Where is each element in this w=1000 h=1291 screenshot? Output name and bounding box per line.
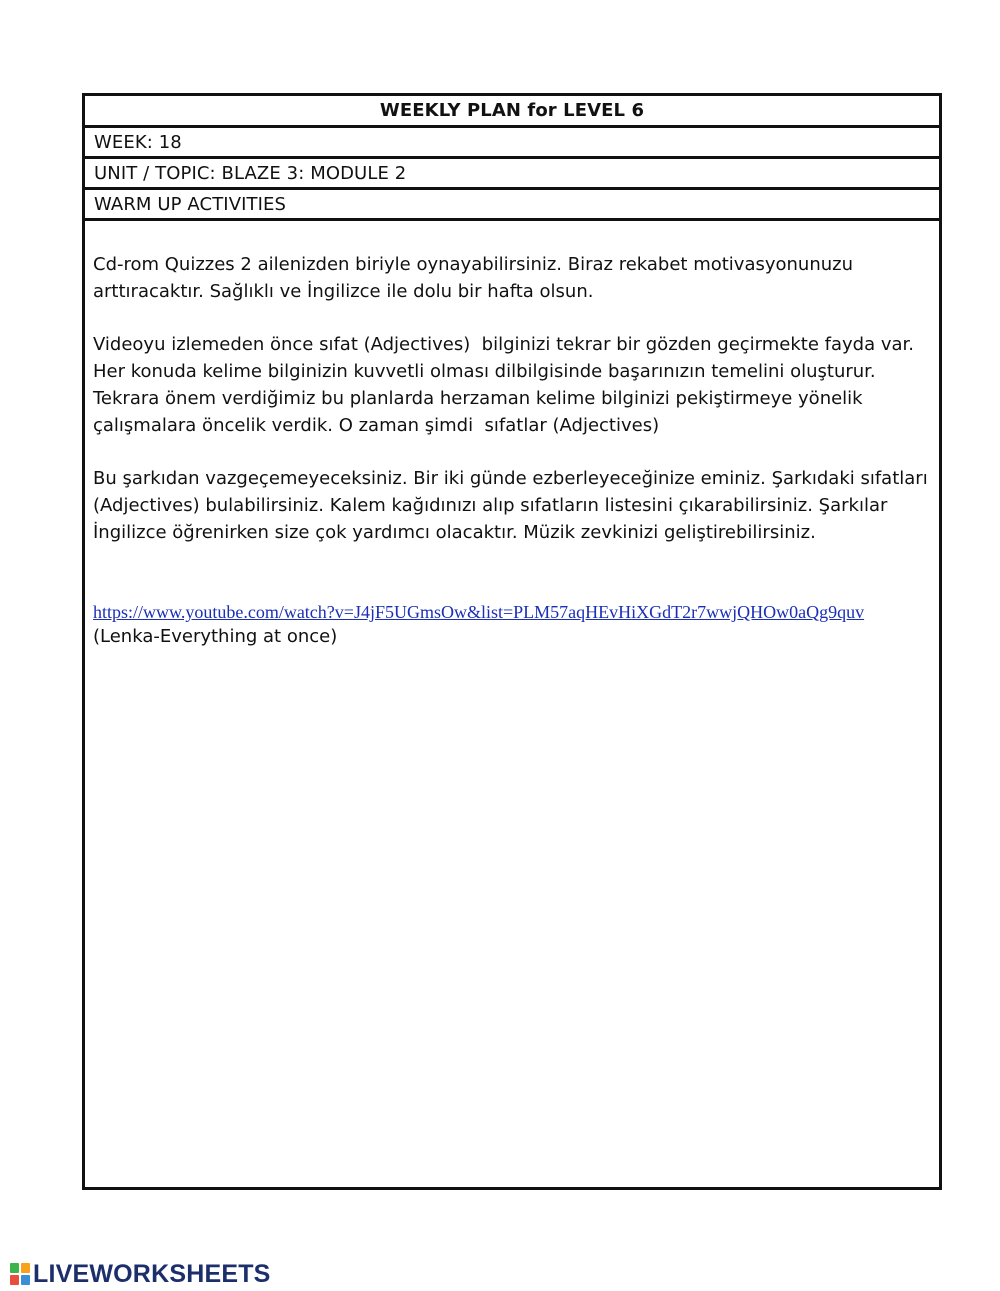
- youtube-link[interactable]: https://www.youtube.com/watch?v=J4jF5UGmsOw&list=PLM57aqHEvHiXGdT2r7wwjQHOw0aQg9quv: [93, 602, 865, 622]
- logo-square-2: [21, 1263, 30, 1273]
- weekly-plan-table: [82, 93, 942, 1190]
- plan-title: WEEKLY PLAN for LEVEL 6: [85, 96, 939, 128]
- liveworksheets-brand[interactable]: [10, 1261, 271, 1287]
- section-heading: WARM UP ACTIVITIES: [85, 190, 939, 221]
- liveworksheets-logo-icon: [10, 1263, 30, 1285]
- activities-content: [85, 221, 939, 1187]
- video-link-block: [93, 600, 931, 650]
- brand-name: LIVEWORKSHEETS: [33, 1259, 271, 1288]
- logo-square-1: [10, 1263, 19, 1273]
- week-row: WEEK: 18: [85, 128, 939, 159]
- paragraph-adjectives: Videoyu izlemeden önce sıfat (Adjectives) bilginizi tekrar bir gözden geçirmekte fayda var. Her konuda kelime bilginizin kuvvetli olması dilbilgisinde başarınızın temelini oluşturur. Tekrara önem verdiğimiz bu planlarda herzaman kelime bilginizi pekiştirmeye yönelik çalışmalara öncelik verdik. O zaman şimdi sıfatlar (Adjectives): [93, 334, 914, 436]
- unit-topic-row: UNIT / TOPIC: BLAZE 3: MODULE 2: [85, 159, 939, 190]
- logo-square-3: [10, 1275, 19, 1285]
- logo-square-4: [21, 1275, 30, 1285]
- video-caption: (Lenka-Everything at once): [93, 626, 338, 647]
- paragraph-song: Bu şarkıdan vazgeçemeyeceksiniz. Bir iki günde ezberleyeceğinize eminiz. Şarkıdaki sıfatları (Adjectives) bulabilirsiniz. Kalem kağıdınızı alıp sıfatların listesini çıkarabilirsiniz. Şarkılar İngilizce öğrenirken size çok yardımcı olacaktır. Müzik zevkinizi geliştirebilirsiniz.: [93, 468, 928, 543]
- paragraph-quizzes: Cd-rom Quizzes 2 ailenizden biriyle oynayabilirsiniz. Biraz rekabet motivasyonunuzu arttıracaktır. Sağlıklı ve İngilizce ile dolu bir hafta olsun.: [93, 254, 854, 302]
